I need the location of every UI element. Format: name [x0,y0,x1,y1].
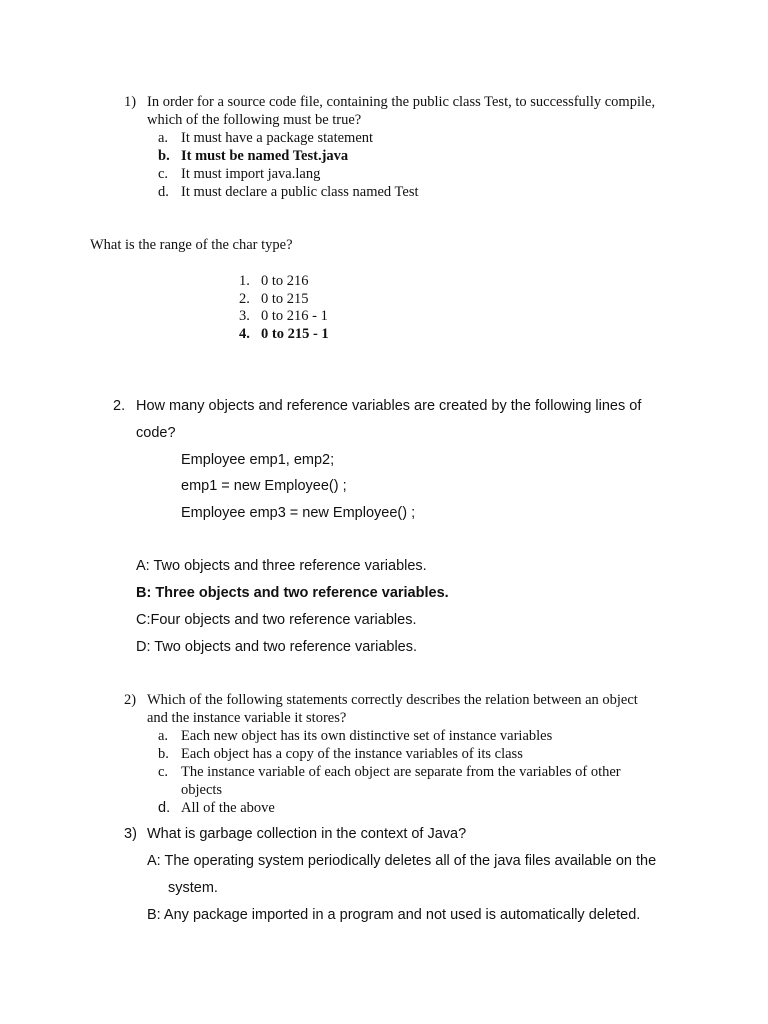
answer-option-correct: B: Three objects and two reference variables. [136,585,449,601]
option-text: It must import java.lang [181,166,321,182]
answer-option: system. [168,880,218,896]
option-text: Each object has a copy of the instance variables of its class [181,746,523,762]
question-number: 1) [124,94,137,110]
option-text-correct: It must be named Test.java [181,148,349,164]
question-text: What is garbage collection in the context of Java? [147,826,467,842]
question-text: In order for a source code file, containing the public class Test, to successfully compile, [147,94,656,110]
option-text: It must have a package statement [181,130,374,146]
option-number: 3. [239,308,250,324]
option-letter: d. [158,800,171,816]
option-number: 2. [239,291,250,307]
answer-option: D: Two objects and two reference variables. [136,639,418,655]
option-letter: d. [158,184,169,200]
question-text: code? [136,425,176,441]
option-text: All of the above [181,800,275,816]
option-number: 4. [239,326,250,342]
option-text: Each new object has its own distinctive set of instance variables [181,728,553,744]
option-text: 0 to 215 [261,291,309,307]
option-letter: c. [158,166,169,182]
question-text: Which of the following statements correctly describes the relation between an object [147,692,638,708]
option-text: objects [181,782,223,798]
option-letter: b. [158,148,170,164]
question-text: which of the following must be true? [147,112,362,128]
answer-option: A: The operating system periodically deletes all of the java files available on the [147,853,657,869]
question-text: What is the range of the char type? [90,237,293,253]
option-number: 1. [239,273,250,289]
option-text: The instance variable of each object are separate from the variables of other [181,764,621,780]
question-text: and the instance variable it stores? [147,710,347,726]
option-letter: c. [158,764,169,780]
option-text-correct: 0 to 215 - 1 [261,326,329,342]
option-text: 0 to 216 - 1 [261,308,328,324]
question-number: 2) [124,692,137,708]
question-text: How many objects and reference variables are created by the following lines of [136,398,642,414]
option-letter: a. [158,728,169,744]
option-letter: a. [158,130,169,146]
question-number: 3) [124,826,137,842]
code-line: emp1 = new Employee() ; [181,478,347,494]
code-line: Employee emp3 = new Employee() ; [181,505,416,521]
question-number: 2. [113,398,126,414]
answer-option: B: Any package imported in a program and not used is automatically deleted. [147,907,641,923]
answer-option: C:Four objects and two reference variables. [136,612,417,628]
option-text: 0 to 216 [261,273,309,289]
option-letter: b. [158,746,169,762]
answer-option: A: Two objects and three reference variables. [136,558,427,574]
code-line: Employee emp1, emp2; [181,452,335,468]
option-text: It must declare a public class named Test [181,184,419,200]
